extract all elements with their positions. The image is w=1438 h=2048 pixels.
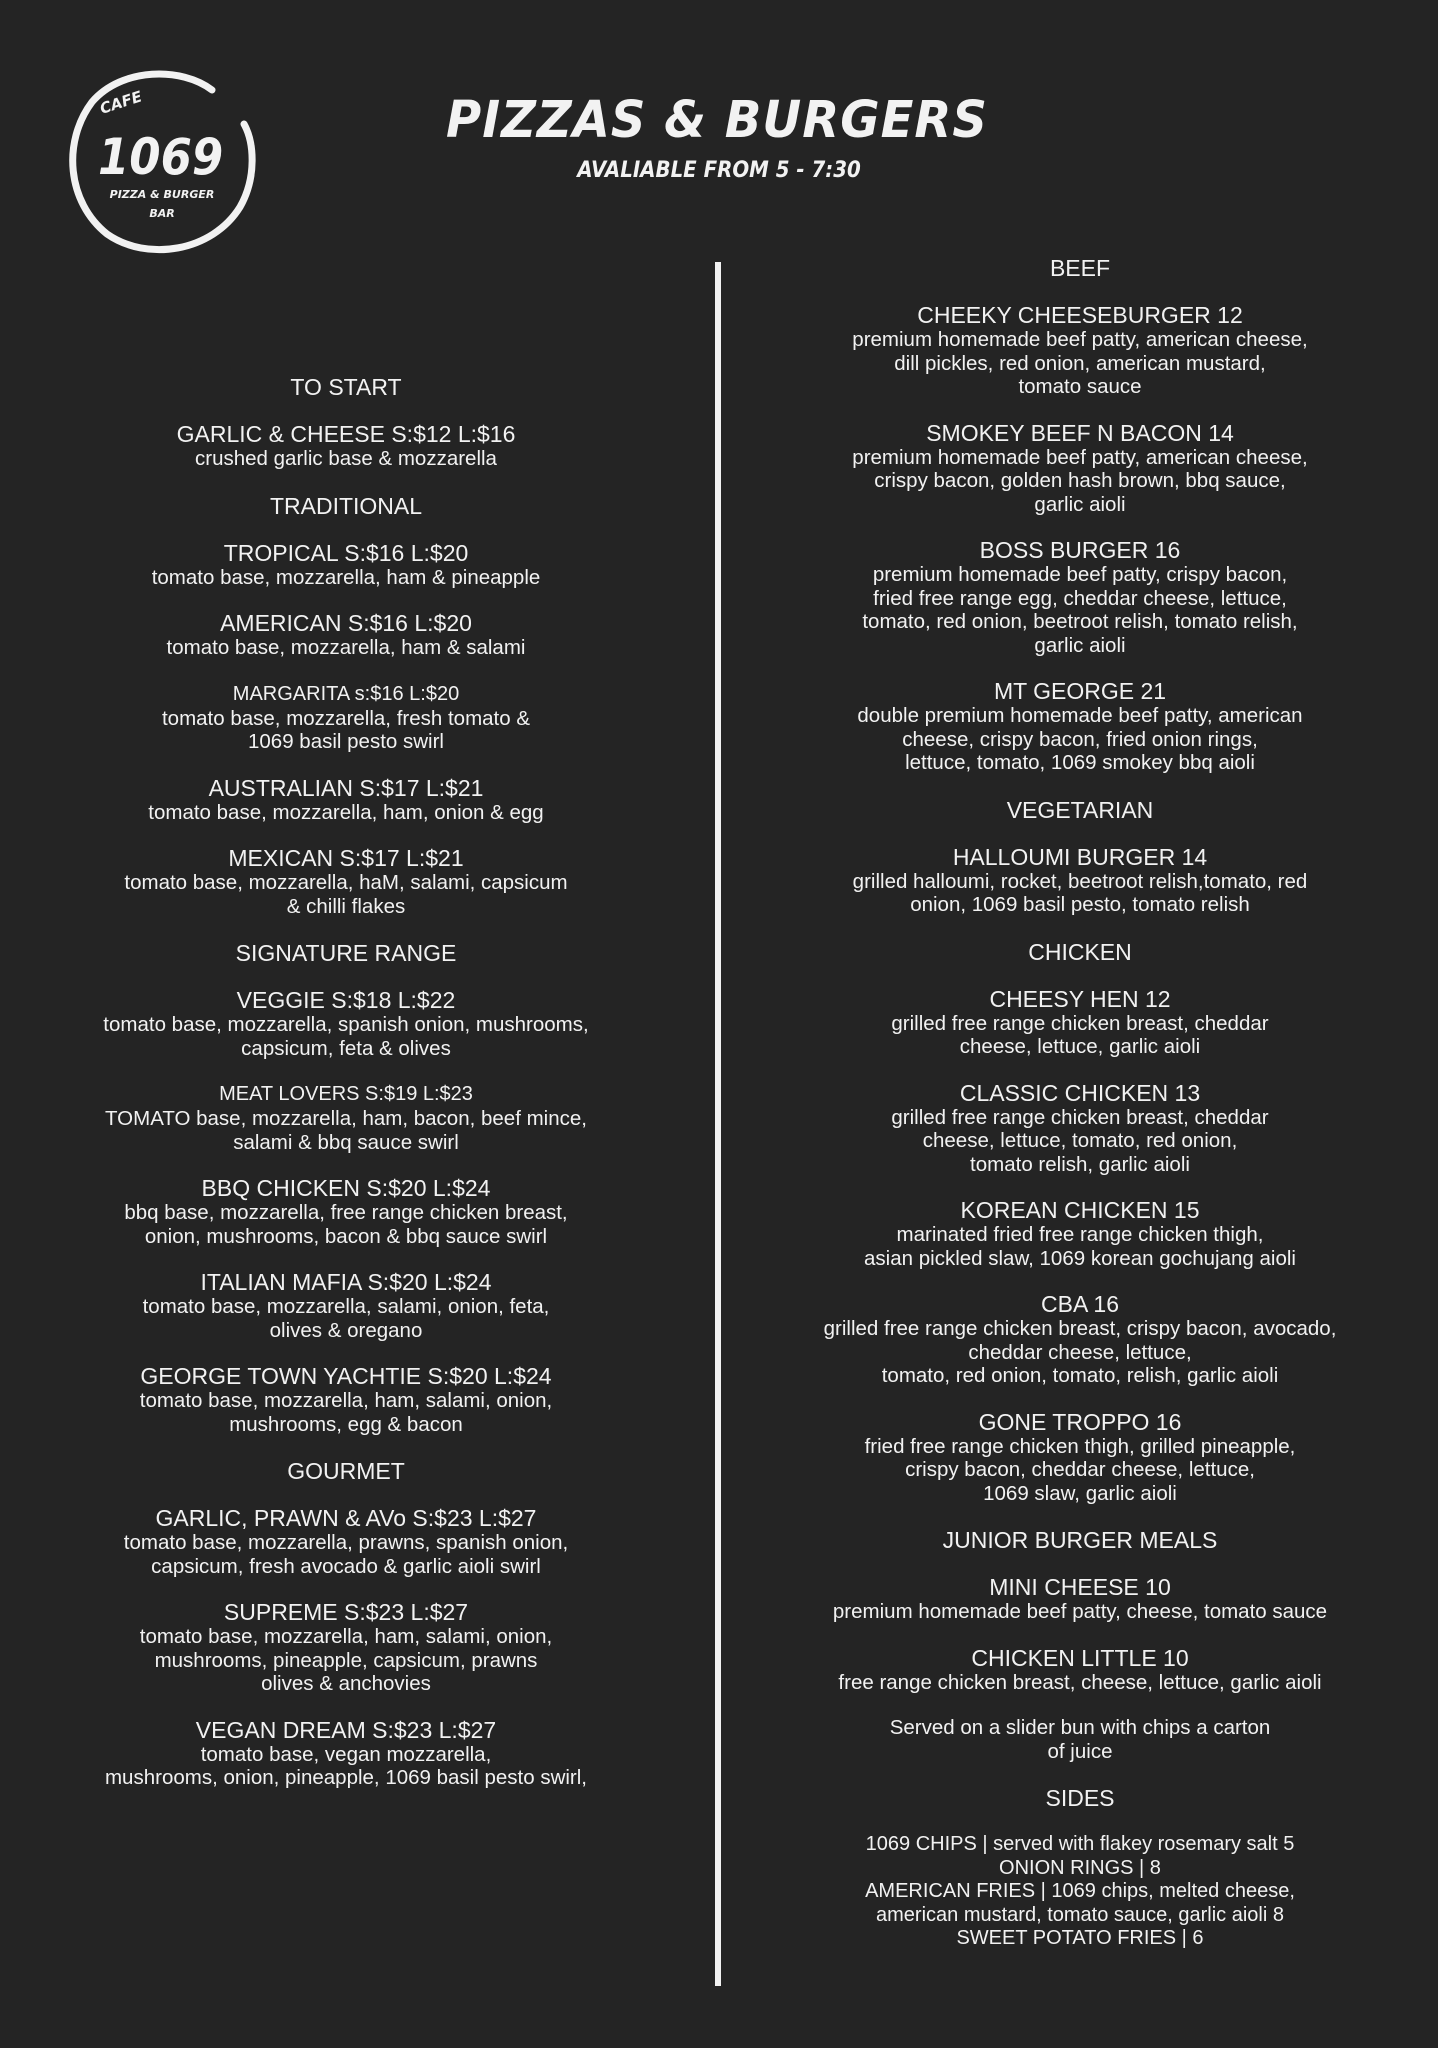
menu-item-description: double premium homemade beef patty, american xyxy=(857,704,1303,727)
menu-item-name: MT GEORGE 21 xyxy=(993,678,1167,704)
menu-item-description: cheddar cheese, lettuce, xyxy=(968,1340,1192,1364)
menu-item-description: 1069 basil pesto swirl xyxy=(248,730,444,753)
menu-item-name: MEAT LOVERS S:$19 L:$23 xyxy=(219,1083,473,1105)
availability-subtitle: AVALIABLE FROM 5 - 7:30 xyxy=(577,158,861,183)
menu-item-description: fried free range egg, cheddar cheese, lettuce, xyxy=(873,586,1287,610)
pizza-column xyxy=(30,374,662,1812)
menu-item-name: CHICKEN LITTLE 10 xyxy=(971,1644,1189,1671)
sides-list xyxy=(760,1833,1400,1951)
menu-item-description: tomato sauce xyxy=(1018,375,1142,398)
menu-item xyxy=(30,611,662,660)
menu-item xyxy=(30,1506,662,1578)
menu-item xyxy=(30,1270,662,1342)
side-item: SWEET POTATO FRIES | 6 xyxy=(956,1927,1204,1949)
menu-item-description: premium homemade beef patty, crispy bacon, xyxy=(872,563,1288,586)
menu-item xyxy=(760,1198,1400,1270)
menu-item xyxy=(760,679,1400,775)
menu-item-description: grilled free range chicken breast, crispy bacon, avocado, xyxy=(823,1317,1337,1340)
menu-item xyxy=(760,538,1400,657)
menu-item-name: SMOKEY BEEF N BACON 14 xyxy=(926,419,1234,446)
logo-number: 1069 xyxy=(98,128,224,186)
section-heading-chicken: CHICKEN xyxy=(1028,938,1132,965)
menu-item xyxy=(30,988,662,1060)
menu-item-name: BBQ CHICKEN S:$20 L:$24 xyxy=(201,1175,491,1201)
menu-item-description: grilled halloumi, rocket, beetroot relish,tomato, red xyxy=(852,869,1308,893)
menu-item xyxy=(30,846,662,918)
menu-item-description: crushed garlic base & mozzarella xyxy=(195,447,497,470)
menu-item-description: tomato, red onion, tomato, relish, garlic aioli xyxy=(881,1364,1279,1387)
menu-item-description: lettuce, tomato, 1069 smokey bbq aioli xyxy=(905,751,1255,774)
menu-item-description: capsicum, fresh avocado & garlic aioli swirl xyxy=(151,1554,541,1578)
menu-item-description: onion, 1069 basil pesto, tomato relish xyxy=(910,893,1250,916)
menu-item-description: grilled free range chicken breast, cheddar xyxy=(891,1011,1269,1035)
section-heading-sides: SIDES xyxy=(1045,1785,1115,1811)
side-item: ONION RINGS | 8 xyxy=(999,1856,1161,1879)
menu-item-name: MEXICAN S:$17 L:$21 xyxy=(228,845,464,871)
menu-item-description: grilled free range chicken breast, cheddar xyxy=(891,1105,1269,1129)
menu-item xyxy=(30,1176,662,1248)
menu-item-description: garlic aioli xyxy=(1034,492,1126,516)
column-divider xyxy=(715,262,721,1986)
menu-item-description: tomato, red onion, beetroot relish, tomato relish, xyxy=(862,610,1298,633)
menu-item xyxy=(760,1292,1400,1388)
menu-item-name: CHEEKY CHEESEBURGER 12 xyxy=(917,302,1243,328)
menu-item-description: premium homemade beef patty, american cheese, xyxy=(852,445,1308,469)
menu-item-description: olives & oregano xyxy=(269,1318,423,1342)
menu-item-description: free range chicken breast, cheese, lettuce, garlic aioli xyxy=(838,1670,1322,1694)
menu-item xyxy=(30,1364,662,1436)
menu-item-name: AUSTRALIAN S:$17 L:$21 xyxy=(208,774,484,801)
menu-item-description: crispy bacon, cheddar cheese, lettuce, xyxy=(905,1458,1255,1481)
menu-item-name: GARLIC, PRAWN & AVo S:$23 L:$27 xyxy=(155,1505,537,1531)
logo-tagline-bar: BAR xyxy=(149,207,175,220)
menu-item-description: tomato base, mozzarella, haM, salami, capsicum xyxy=(124,871,568,894)
menu-item-name: ITALIAN MAFIA S:$20 L:$24 xyxy=(200,1269,492,1295)
menu-item-name: CHEESY HEN 12 xyxy=(989,985,1171,1012)
menu-item xyxy=(760,421,1400,517)
menu-item-description: tomato base, mozzarella, ham & salami xyxy=(166,636,526,659)
menu-item-description: tomato base, vegan mozzarella, xyxy=(200,1742,492,1766)
menu-item xyxy=(760,987,1400,1059)
menu-item xyxy=(30,776,662,825)
menu-item-description: mushrooms, onion, pineapple, 1069 basil pesto swirl, xyxy=(104,1766,588,1789)
menu-item-name: KOREAN CHICKEN 15 xyxy=(960,1197,1200,1223)
logo-cafe: CAFE xyxy=(97,87,145,118)
menu-item-name: AMERICAN S:$16 L:$20 xyxy=(220,610,472,636)
menu-item-description: tomato relish, garlic aioli xyxy=(970,1152,1190,1176)
menu-item xyxy=(30,422,662,471)
menu-item-description: 1069 slaw, garlic aioli xyxy=(983,1481,1177,1505)
menu-item-description: asian pickled slaw, 1069 korean gochujang aioli xyxy=(864,1246,1296,1270)
menu-item-description: onion, mushrooms, bacon & bbq sauce swirl xyxy=(144,1224,548,1248)
burger-column xyxy=(760,255,1400,1973)
menu-item-name: GARLIC & CHEESE S:$12 L:$16 xyxy=(176,421,516,447)
menu-item-name: TROPICAL S:$16 L:$20 xyxy=(223,539,469,566)
menu-item xyxy=(760,1081,1400,1177)
menu-item-name: MINI CHEESE 10 xyxy=(989,1574,1171,1600)
menu-item-name: GEORGE TOWN YACHTIE S:$20 L:$24 xyxy=(140,1363,552,1389)
page-title-text: PIZZAS & BURGERS xyxy=(446,90,988,150)
section-heading-junior-burger-meals: JUNIOR BURGER MEALS xyxy=(942,1527,1218,1553)
menu-item-description: tomato base, mozzarella, prawns, spanish onion, xyxy=(123,1531,569,1554)
menu-item-name: CLASSIC CHICKEN 13 xyxy=(959,1079,1201,1106)
menu-item-description: crispy bacon, golden hash brown, bbq sauce, xyxy=(874,469,1286,492)
menu-item-description: tomato base, mozzarella, fresh tomato & xyxy=(161,706,531,730)
menu-item-description: fried free range chicken thigh, grilled pineapple, xyxy=(864,1434,1296,1458)
menu-item-name: BOSS BURGER 16 xyxy=(979,537,1181,563)
logo-tagline: PIZZA & BURGER xyxy=(109,188,215,201)
section-heading-gourmet: GOURMET xyxy=(287,1458,405,1484)
section-heading-signature-range: SIGNATURE RANGE xyxy=(235,940,457,966)
menu-item-description: tomato base, mozzarella, salami, onion, feta, xyxy=(142,1295,550,1318)
menu-item xyxy=(760,1646,1400,1695)
menu-item-description: garlic aioli xyxy=(1034,633,1126,657)
menu-item-description: capsicum, feta & olives xyxy=(241,1036,451,1060)
side-item: 1069 CHIPS | served with flakey rosemary salt 5 xyxy=(865,1833,1295,1855)
section-heading-vegetarian: VEGETARIAN xyxy=(1006,796,1154,823)
side-item: american mustard, tomato sauce, garlic aioli 8 xyxy=(876,1903,1284,1926)
menu-item-description: tomato base, mozzarella, ham, salami, onion, xyxy=(139,1625,553,1648)
junior-meal-note-line: Served on a slider bun with chips a carton xyxy=(889,1716,1271,1739)
menu-item-description: mushrooms, pineapple, capsicum, prawns xyxy=(154,1648,538,1672)
menu-item-name: MARGARITA s:$16 L:$20 xyxy=(232,682,460,705)
menu-item-description: premium homemade beef patty, cheese, tomato sauce xyxy=(832,1600,1328,1623)
menu-item-description: bbq base, mozzarella, free range chicken breast, xyxy=(124,1201,568,1224)
menu-item xyxy=(30,1718,662,1790)
menu-item-name: VEGAN DREAM S:$23 L:$27 xyxy=(195,1716,497,1743)
side-item: AMERICAN FRIES | 1069 chips, melted cheese, xyxy=(865,1880,1295,1902)
menu-item-description: tomato base, mozzarella, ham & pineapple xyxy=(151,565,541,589)
menu-item xyxy=(30,541,662,590)
menu-item xyxy=(30,682,662,754)
page-title xyxy=(0,92,1438,148)
menu-item-description: mushrooms, egg & bacon xyxy=(229,1412,463,1436)
menu-item xyxy=(760,1575,1400,1624)
menu-item-description: tomato base, mozzarella, ham, onion & egg xyxy=(148,800,544,824)
menu-item-description: dill pickles, red onion, american mustard, xyxy=(894,351,1266,375)
menu-item-description: cheese, lettuce, garlic aioli xyxy=(959,1035,1201,1058)
menu-item-description: & chilli flakes xyxy=(286,894,406,918)
section-heading-beef: BEEF xyxy=(1049,255,1111,281)
menu-item-description: TOMATO base, mozzarella, ham, bacon, beef mince, xyxy=(105,1107,587,1130)
section-heading-to-start: TO START xyxy=(290,374,402,400)
menu-item-description: tomato base, mozzarella, ham, salami, onion, xyxy=(139,1389,553,1412)
menu-item-description: cheese, lettuce, tomato, red onion, xyxy=(922,1129,1238,1152)
section-heading-traditional: TRADITIONAL xyxy=(269,492,423,519)
junior-meal-note-line: of juice xyxy=(1047,1739,1113,1763)
menu-item-name: GONE TROPPO 16 xyxy=(978,1408,1182,1435)
menu-item xyxy=(760,845,1400,917)
menu-item-description: marinated fried free range chicken thigh, xyxy=(896,1223,1264,1246)
menu-item-name: HALLOUMI BURGER 14 xyxy=(952,843,1208,870)
menu-item xyxy=(760,1410,1400,1506)
menu-item-description: olives & anchovies xyxy=(261,1672,431,1695)
menu-item xyxy=(30,1600,662,1696)
menu-item xyxy=(760,303,1400,399)
menu-item-name: SUPREME S:$23 L:$27 xyxy=(223,1599,469,1625)
menu-item-description: salami & bbq sauce swirl xyxy=(233,1130,459,1154)
menu-item-name: VEGGIE S:$18 L:$22 xyxy=(236,987,456,1013)
menu-item-name: CBA 16 xyxy=(1041,1291,1119,1317)
menu-item xyxy=(30,1082,662,1154)
junior-meal-note xyxy=(760,1716,1400,1763)
menu-item-description: tomato base, mozzarella, spanish onion, mushrooms, xyxy=(103,1013,589,1036)
menu-item-description: premium homemade beef patty, american cheese, xyxy=(852,328,1308,351)
menu-item-description: cheese, crispy bacon, fried onion rings, xyxy=(902,727,1258,751)
